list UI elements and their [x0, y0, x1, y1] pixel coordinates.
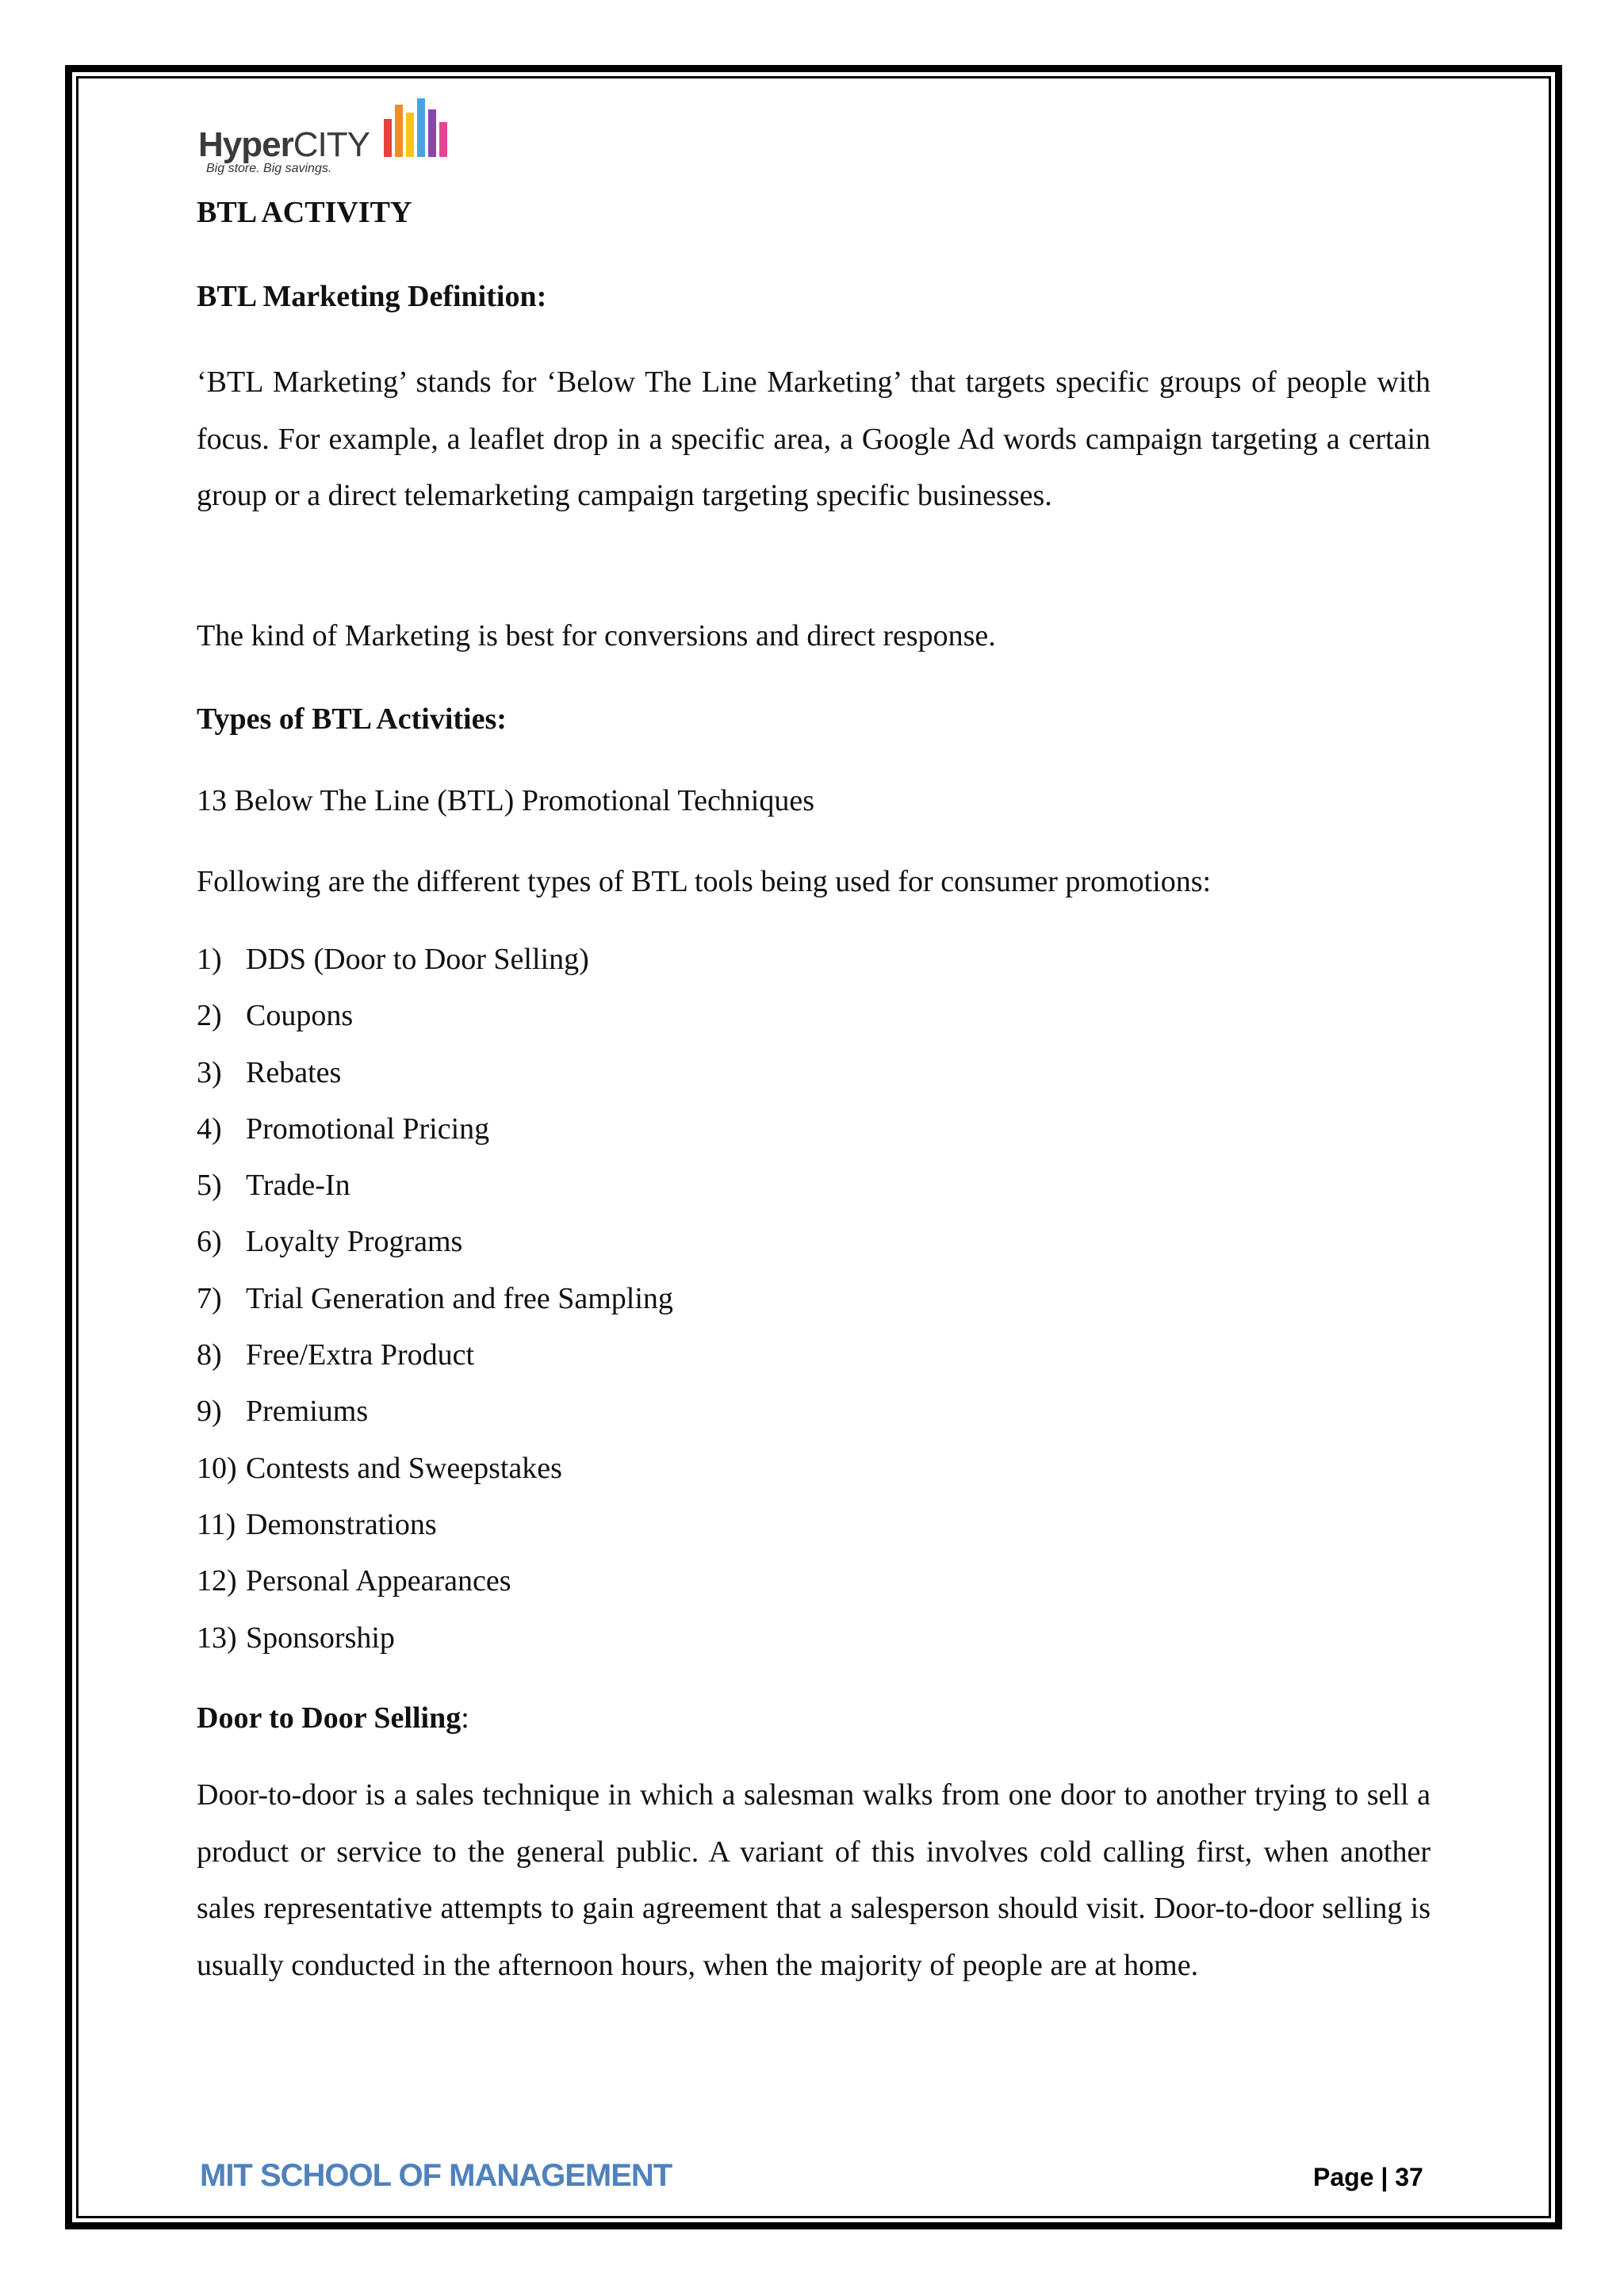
page-title: BTL ACTIVITY	[197, 196, 412, 229]
door-to-door-heading-text: Door to Door Selling	[197, 1701, 462, 1735]
list-item	[197, 1101, 673, 1158]
door-to-door-paragraph: Door-to-door is a sales technique in which a salesman walks from one door to another trying to sell a product or service to the general public. A variant of this involves cold calling first, when another sales representative attempts to gain agreement that a salesperson should visit. Door-to-door selling is usually conducted in the afternoon hours, when the majority of people are at home.	[197, 1778, 1431, 1982]
logo-bars-icon	[382, 95, 454, 159]
list-item-number: 4)	[197, 1112, 222, 1146]
door-to-door-heading	[197, 1701, 469, 1735]
list-item-text: Promotional Pricing	[246, 1112, 490, 1146]
list-item	[197, 1441, 673, 1497]
door-to-door-heading-colon: :	[461, 1701, 469, 1735]
logo-tagline: Big store. Big savings.	[206, 162, 332, 175]
list-item-number: 1)	[197, 943, 222, 976]
list-item-text: Coupons	[246, 999, 354, 1033]
list-item-number: 3)	[197, 1055, 222, 1089]
list-item-text: Sponsorship	[246, 1621, 395, 1655]
list-item	[197, 988, 673, 1044]
list-item-text: Free/Extra Product	[246, 1338, 475, 1372]
btl-techniques-list	[197, 932, 673, 1667]
hypercity-logo	[198, 95, 452, 178]
list-item	[197, 1497, 673, 1553]
list-item-number: 12)	[197, 1564, 237, 1598]
list-item-text: Loyalty Programs	[246, 1225, 463, 1259]
list-item-text: Trade-In	[246, 1169, 350, 1203]
definition-heading: BTL Marketing Definition:	[197, 280, 547, 313]
techniques-line: 13 Below The Line (BTL) Promotional Techniques	[197, 784, 815, 817]
list-item-text: Contests and Sweepstakes	[246, 1451, 562, 1485]
list-item-number: 9)	[197, 1395, 222, 1429]
list-item-number: 8)	[197, 1338, 222, 1372]
types-heading: Types of BTL Activities:	[197, 702, 507, 736]
footer-page-number: Page | 37	[1313, 2163, 1423, 2191]
list-item-text: Trial Generation and free Sampling	[246, 1281, 673, 1315]
kind-paragraph: The kind of Marketing is best for conversions and direct response.	[197, 619, 996, 652]
list-item	[197, 1327, 673, 1383]
list-item-text: Rebates	[246, 1055, 342, 1089]
list-item	[197, 1271, 673, 1327]
logo-brand-bold: Hyper	[198, 125, 293, 164]
footer-school-name: MIT SCHOOL OF MANAGEMENT	[200, 2158, 672, 2193]
definition-paragraph: ‘BTL Marketing’ stands for ‘Below The Line Marketing’ that targets specific groups of people with focus. For example, a leaflet drop in a specific area, a Google Ad words campaign targeting a certain group or a direct telemarketing campaign targeting specific businesses.	[197, 365, 1431, 512]
list-item	[197, 932, 673, 988]
list-item-number: 6)	[197, 1225, 222, 1259]
list-item	[197, 1045, 673, 1101]
list-item-text: Demonstrations	[246, 1507, 437, 1541]
list-item-number: 10)	[197, 1451, 237, 1485]
list-item	[197, 1214, 673, 1270]
list-item-text: Personal Appearances	[246, 1564, 511, 1598]
list-item	[197, 1158, 673, 1214]
list-item	[197, 1610, 673, 1667]
list-item-text: DDS (Door to Door Selling)	[246, 943, 589, 976]
list-item-number: 5)	[197, 1169, 222, 1203]
list-item-number: 2)	[197, 999, 222, 1033]
list-item	[197, 1553, 673, 1609]
list-item-number: 7)	[197, 1281, 222, 1315]
logo-brand-light: CITY	[293, 125, 370, 164]
list-item-number: 11)	[197, 1507, 236, 1541]
list-item-text: Premiums	[246, 1395, 369, 1429]
logo-wordmark	[198, 125, 370, 165]
following-line: Following are the different types of BTL tools being used for consumer promotions:	[197, 865, 1212, 898]
list-item	[197, 1383, 673, 1440]
list-item-number: 13)	[197, 1621, 237, 1655]
